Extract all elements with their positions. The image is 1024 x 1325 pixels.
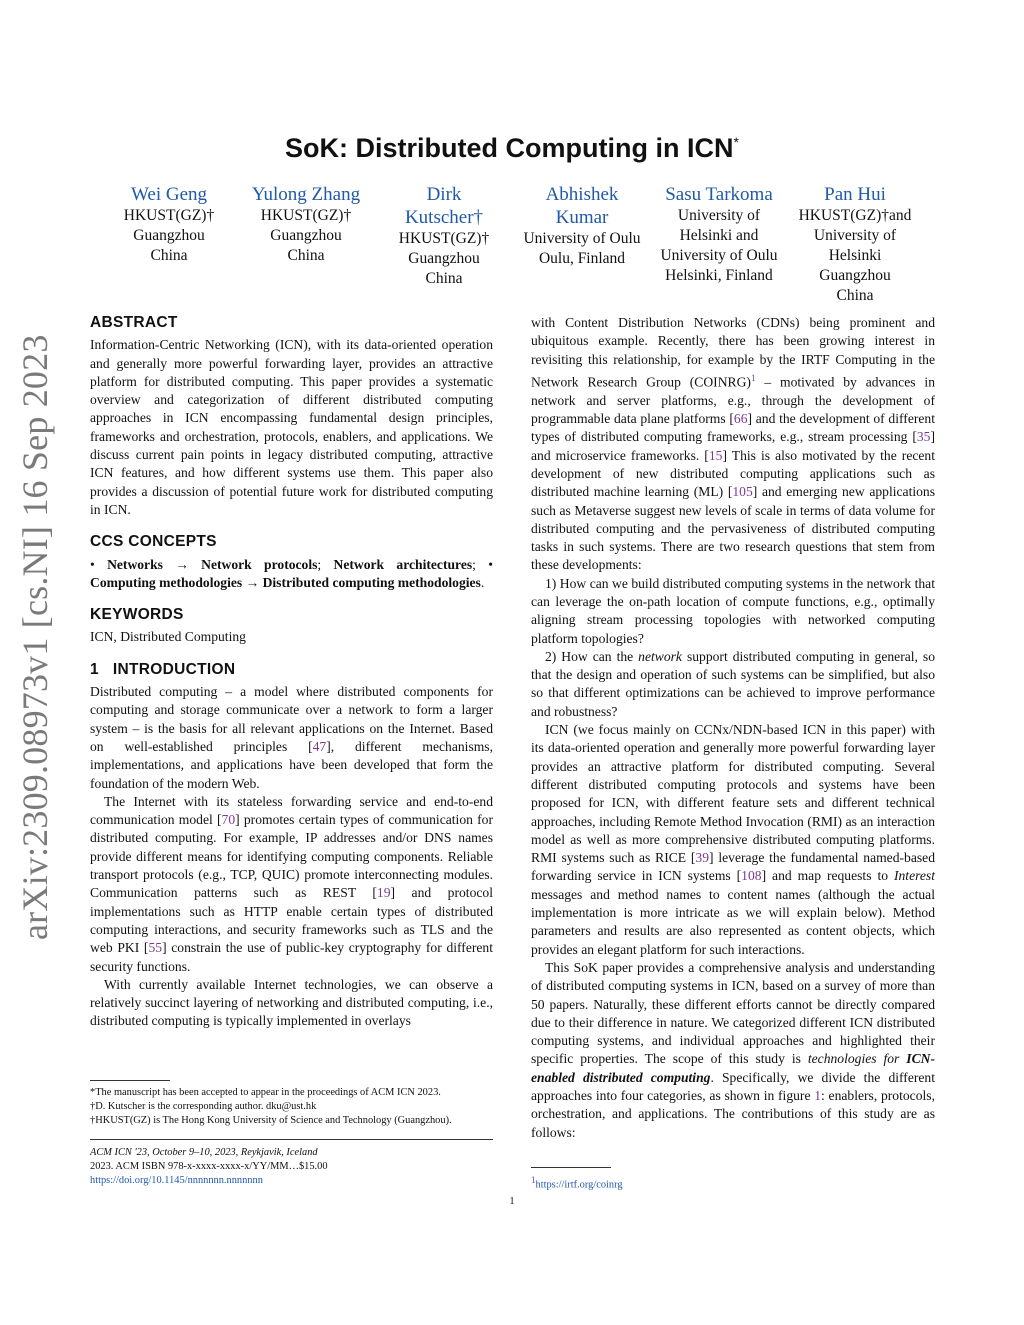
author-block bbox=[790, 183, 920, 306]
ccs-computing-methodologies: Computing methodologies bbox=[90, 574, 243, 590]
footnote-mark: 1 bbox=[531, 1175, 536, 1185]
text-run: ] leverage the fundamental named-based forwarding service in ICN systems [ bbox=[531, 850, 935, 884]
citation-link[interactable]: 70 bbox=[221, 812, 236, 828]
intro-paragraph bbox=[90, 683, 493, 793]
emphasis: Interest bbox=[893, 868, 935, 884]
text-run: Distributed computing – a model where distributed components for computing and storage communicate over a network to form a larger system – is the basis for all relevant applications on the Internet. Based on well-established principles [ bbox=[90, 684, 493, 754]
citation-link[interactable]: 47 bbox=[312, 738, 327, 754]
author-name[interactable]: Wei Geng bbox=[130, 184, 208, 205]
ccs-network-architectures: Network architectures bbox=[333, 556, 473, 572]
author-affiliation: Guangzhou bbox=[270, 227, 342, 244]
body-paragraph bbox=[531, 721, 935, 959]
author-affiliation: HKUST(GZ)† bbox=[398, 230, 490, 247]
intro-paragraph: With currently available Internet technologies, we can observe a relatively succinct layering of networking and distributed computing, i.e., distributed computing is typically implemented in overlays bbox=[90, 976, 493, 1029]
title-footnote-mark: * bbox=[733, 134, 739, 150]
author-name[interactable]: Pan Hui bbox=[824, 184, 886, 205]
footnote-link[interactable]: 1 bbox=[750, 372, 756, 383]
research-question-1: 1) How can we build distributed computing systems in the network that can leverage the on-path location of compute functions, e.g., optimally aligning stream processing topologies with networked computing platform topologies? bbox=[531, 575, 935, 646]
author-name[interactable]: Yulong Zhang bbox=[251, 184, 361, 205]
page-number: 1 bbox=[509, 1196, 515, 1207]
text-run: ] and protocol implementations such as HTTP enable certain types of distributed computing interactions, and security frameworks such as TLS and the web PKI [ bbox=[90, 885, 493, 956]
text-run: – motivated by advances in network and server platforms, e.g., through the development of programmable data plane platforms [ bbox=[531, 374, 935, 427]
ccs-bullet: ; • bbox=[472, 556, 493, 572]
author-affiliation: HKUST(GZ)† bbox=[260, 207, 352, 224]
text-run: . Specifically, we divide the different approaches into four categories, as shown in figure bbox=[531, 1069, 935, 1103]
author-block bbox=[654, 183, 784, 286]
author-affiliation: China bbox=[287, 247, 325, 264]
ccs-arrow: → bbox=[242, 574, 263, 590]
author-name[interactable]: Sasu Tarkoma bbox=[665, 184, 773, 205]
footnotes bbox=[90, 1080, 493, 1128]
ccs-heading: CCS CONCEPTS bbox=[90, 533, 217, 551]
figure-link[interactable]: 1 bbox=[814, 1088, 822, 1103]
text-run: ] constrain the use of public-key cryptography for different security functions. bbox=[90, 940, 493, 974]
keywords-heading: KEYWORDS bbox=[90, 606, 184, 624]
emphasis: network bbox=[638, 648, 682, 664]
conference-rule bbox=[90, 1139, 493, 1140]
author-name[interactable]: Abhishek Kumar bbox=[545, 184, 619, 228]
doi-link[interactable]: https://doi.org/10.1145/nnnnnnn.nnnnnnn bbox=[90, 1175, 263, 1186]
author-block bbox=[386, 183, 502, 289]
citation-link[interactable]: 66 bbox=[733, 411, 748, 427]
arxiv-identifier: arXiv:2309.08973v1 [cs.NI] 16 Sep 2023 bbox=[15, 334, 55, 940]
citation-link[interactable]: 15 bbox=[708, 447, 723, 463]
text-run: ], different mechanisms, implementations, and applications have been developed that form the foundation of the modern Web. bbox=[90, 738, 493, 791]
author-affiliation: China bbox=[836, 287, 874, 304]
left-column bbox=[90, 314, 493, 1031]
abstract-heading: ABSTRACT bbox=[90, 314, 178, 331]
author-block bbox=[240, 183, 372, 266]
author-affiliation: University of Oulu bbox=[523, 230, 641, 247]
strong-emphasis: ICN-enabled distributed computing bbox=[531, 1051, 935, 1085]
conference-venue: ACM ICN '23, October 9–10, 2023, Reykjavik, Iceland bbox=[90, 1147, 318, 1158]
text-run: ] This is also motivated by the recent development of new distributed computing applications such as distributed machine learning (ML) [ bbox=[531, 447, 935, 500]
citation-link[interactable]: 19 bbox=[376, 885, 391, 901]
section-title: INTRODUCTION bbox=[112, 660, 236, 678]
conference-info bbox=[90, 1146, 493, 1188]
citation-link[interactable]: 55 bbox=[148, 940, 163, 956]
text-run: support distributed computing in general, so that the design and operation of such systems can be simplified, but also so that different optimizations can be achieved to improve performance and robustness? bbox=[531, 648, 935, 719]
introduction-heading bbox=[90, 661, 493, 679]
text-run: 2) How can the bbox=[545, 648, 639, 664]
research-question-2 bbox=[531, 648, 935, 721]
author-affiliation: HKUST(GZ)†and University of Helsinki bbox=[798, 207, 912, 264]
author-name[interactable]: Dirk Kutscher† bbox=[404, 184, 484, 228]
author-affiliation: China bbox=[425, 270, 463, 287]
text-run: with Content Distribution Networks (CDNs) being prominent and ubiquitous example. Recently, there has been growing interest in revisiting this relationship, for example by the IRTF Computing in the Network Research Group (COINRG) bbox=[531, 315, 935, 390]
text-run: This SoK paper provides a comprehensive analysis and understanding of distributed computing systems in ICN, based on a survey of more than 50 papers. Naturally, these different efforts cannot be directly compared due to their difference in nature. We categorized different ICN distributed computing systems, and individual approaches and highlighted their specific properties. The scope of this study is bbox=[531, 959, 935, 1067]
footnote-rule bbox=[531, 1167, 611, 1168]
footnote bbox=[531, 1173, 935, 1192]
author-affiliation: Guangzhou bbox=[408, 250, 480, 267]
section-number: 1 bbox=[90, 660, 99, 678]
ccs-end: . bbox=[480, 574, 485, 590]
footnote: *The manuscript has been accepted to appear in the proceedings of ACM ICN 2023. bbox=[90, 1087, 441, 1098]
ccs-concepts bbox=[90, 556, 493, 593]
text-run: : enablers, protocols, orchestration, and applications. The contributions of this study are as follows: bbox=[531, 1088, 935, 1140]
ccs-distributed-computing: Distributed computing methodologies bbox=[262, 574, 481, 590]
ccs-bullet: • bbox=[90, 556, 108, 572]
emphasis: technologies for bbox=[807, 1051, 907, 1067]
text-run: ] and the development of different types of distributed computing frameworks, e.g., stream processing [ bbox=[531, 411, 935, 445]
author-affiliation: Guangzhou bbox=[819, 267, 891, 284]
ccs-arrow: → bbox=[162, 556, 202, 572]
ccs-network-protocols: Network protocols bbox=[201, 556, 318, 572]
text-run: ] and microservice frameworks. [ bbox=[531, 429, 935, 463]
text-run: ] and map requests to bbox=[761, 868, 894, 884]
right-footnotes bbox=[531, 1167, 935, 1192]
text-run: messages and method names to content names (although the actual implementation is more intricate as we will explain below). Method parameters and results are also represented as content objects, which provides an elegant platform for such interactions. bbox=[531, 886, 935, 957]
text-run: ICN (we focus mainly on CCNx/NDN-based ICN in this paper) with its data-oriented operation and generally more powerful forwarding layer provides an attractive platform for distributed computing. Several different distributed computing protocols and systems have been proposed for ICN, with different feature sets and different technical approaches, including Remote Method Invocation (RMI) as an interaction model as well as more comprehensive distributed computing platforms. RMI systems such as RICE [ bbox=[531, 722, 935, 866]
intro-paragraph bbox=[90, 793, 493, 976]
citation-link[interactable]: 39 bbox=[695, 850, 710, 866]
ccs-separator: ; bbox=[317, 556, 334, 572]
author-affiliation: University of Helsinki and University of Oulu bbox=[660, 207, 778, 264]
body-paragraph bbox=[531, 314, 935, 575]
citation-link[interactable]: 108 bbox=[741, 868, 762, 884]
author-block bbox=[520, 183, 644, 269]
author-affiliation: HKUST(GZ)† bbox=[123, 207, 215, 224]
text-run: ] and emerging new applications such as Metaverse suggest new levels of scale in terms of data volume for distributed computing and the pervasiveness of distributed computing tasks in such systems. There are two research questions that stem from these developments: bbox=[531, 484, 936, 573]
footnote: †D. Kutscher is the corresponding author. dku@ust.hk bbox=[90, 1101, 317, 1112]
author-affiliation: Guangzhou bbox=[133, 227, 205, 244]
citation-link[interactable]: 105 bbox=[732, 484, 753, 500]
author-affiliation: Helsinki, Finland bbox=[665, 267, 773, 284]
body-paragraph bbox=[531, 959, 935, 1142]
conference-isbn: 2023. ACM ISBN 978-x-xxxx-xxxx-x/YY/MM…$15.00 bbox=[90, 1161, 328, 1172]
author-affiliation: Oulu, Finland bbox=[538, 250, 626, 267]
text-run: The Internet with its stateless forwarding service and end-to-end communication model [ bbox=[90, 793, 493, 828]
footnote: †HKUST(GZ) is The Hong Kong University of Science and Technology (Guangzhou). bbox=[90, 1115, 452, 1126]
text-run: ] promotes certain types of communication for distributed computing. For example, IP addresses and/or DNS names provide different means for identifying computing components. Reliable transport protocols (e.g., TCP, QUIC) promote interconnecting modules. Communication patterns such as REST [ bbox=[90, 812, 494, 901]
abstract-text: Information-Centric Networking (ICN), with its data-oriented operation and generally more powerful forwarding layer, provides an attractive platform for distributed computing. This paper provides a systematic overview and categorization of different distributed computing approaches in ICN encompassing fundamental design principles, frameworks and orchestration, protocols, enablers, and applications. We discuss current pain points in legacy distributed computing, attractive ICN features, and how different systems use them. This paper also provides a discussion of potential future work for distributed computing in ICN. bbox=[90, 337, 493, 517]
title-text: SoK: Distributed Computing in ICN bbox=[285, 133, 734, 163]
footnote-rule bbox=[90, 1080, 170, 1081]
citation-link[interactable]: 35 bbox=[916, 429, 931, 445]
author-affiliation: China bbox=[150, 247, 188, 264]
right-column bbox=[531, 314, 935, 1142]
author-block bbox=[112, 183, 226, 266]
paper-title bbox=[0, 133, 1024, 164]
keywords-text: ICN, Distributed Computing bbox=[90, 629, 246, 645]
ccs-networks: Networks bbox=[107, 556, 163, 572]
coinrg-link[interactable]: https://irtf.org/coinrg bbox=[535, 1179, 623, 1191]
